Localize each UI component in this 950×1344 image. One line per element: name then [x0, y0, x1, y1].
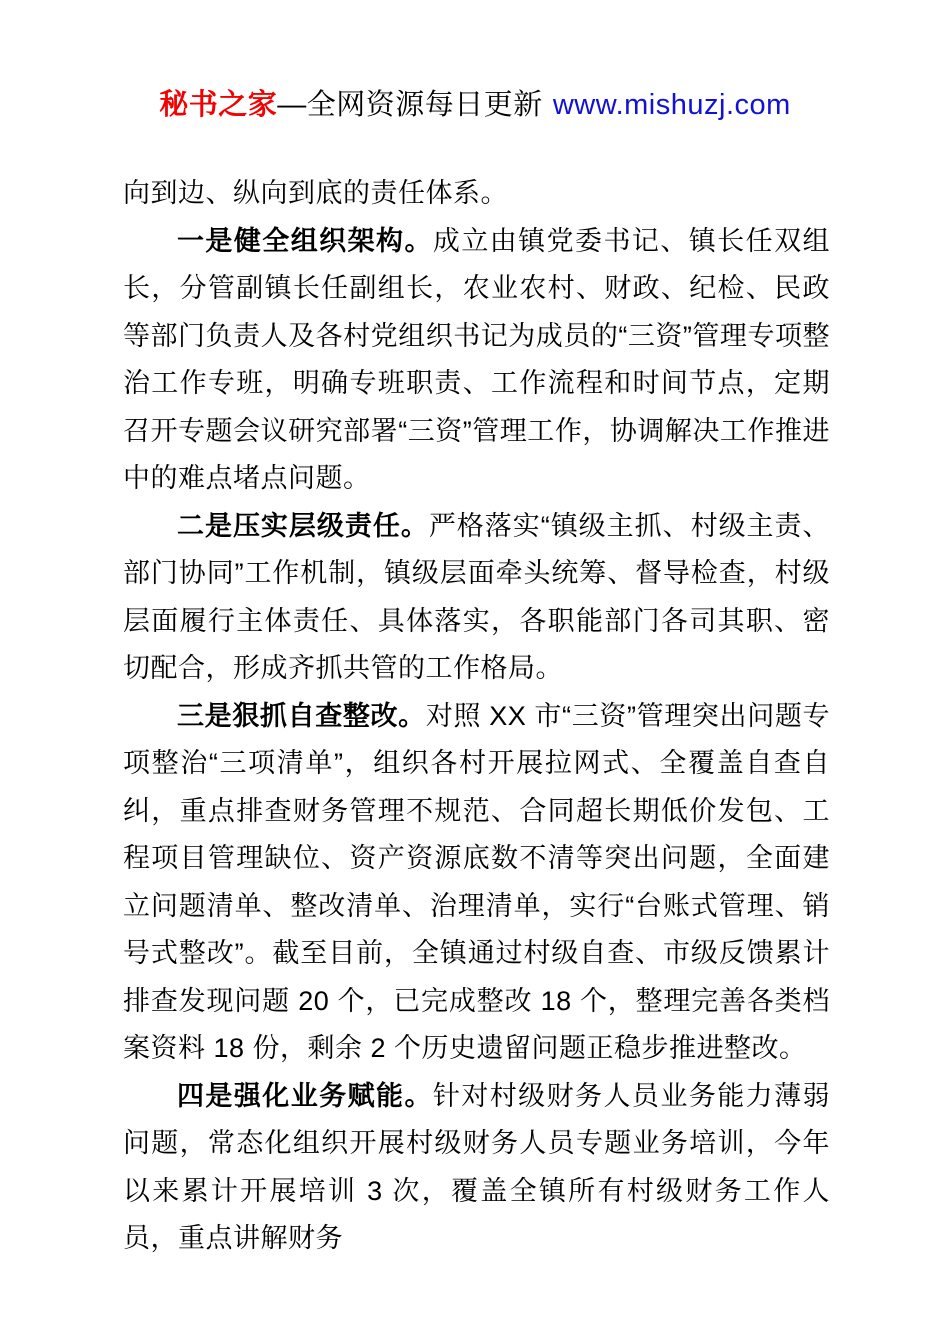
- site-url-link[interactable]: www.mishuzj.com: [552, 89, 791, 121]
- paragraph-text: 针对村级财务人员业务能力薄弱问题，常态化组织开展村级财务人员专题业务培训，今年以来累计开展培训 3 次，覆盖全镇所有村级财务工作人员，重点讲解财务: [123, 1080, 831, 1253]
- document-body: [123, 170, 830, 1263]
- paragraph-item-3: [123, 693, 830, 1073]
- paragraph-continuation: [123, 170, 830, 218]
- site-header: [0, 84, 950, 126]
- paragraph-lead: 一是健全组织架构。: [177, 225, 433, 256]
- paragraph-text: 对照 XX 市“三资”管理突出问题专项整治“三项清单”，组织各村开展拉网式、全覆盖自查自纠，重点排查财务管理不规范、合同超长期低价发包、工程项目管理缺位、资产资源底数不清等突出问题，全面建立问题清单、整改清单、治理清单，实行“台账式管理、销号式整改”。截至目前，全镇通过村级自查、市级反馈累计排查发现问题 20 个，已完成整改 18 个，整理完善各类档案资料 18 份，剩余 2 个历史遗留问题正稳步推进整改。: [123, 700, 830, 1063]
- site-name: 秘书之家: [159, 89, 278, 121]
- paragraph-item-2: [123, 503, 830, 693]
- paragraph-text: 严格落实“镇级主抓、村级主责、部门协同”工作机制，镇级层面牵头统筹、督导检查，村级层面履行主体责任、具体落实，各职能部门各司其职、密切配合，形成齐抓共管的工作格局。: [123, 510, 830, 683]
- paragraph-item-1: [123, 218, 830, 503]
- paragraph-item-4: [123, 1073, 830, 1263]
- paragraph-lead: 二是压实层级责任。: [177, 510, 429, 541]
- paragraph-text: 向到边、纵向到底的责任体系。: [123, 178, 508, 208]
- paragraph-text: 成立由镇党委书记、镇长任双组长，分管副镇长任副组长，农业农村、财政、纪检、民政等部门负责人及各村党组织书记为成员的“三资”管理专项整治工作专班，明确专班职责、工作流程和时间节点，定期召开专题会议研究部署“三资”管理工作，协调解决工作推进中的难点堵点问题。: [123, 225, 831, 493]
- header-separator: —: [277, 89, 307, 121]
- paragraph-lead: 四是强化业务赋能。: [177, 1080, 433, 1111]
- header-tagline: 全网资源每日更新: [306, 89, 543, 121]
- paragraph-lead: 三是狠抓自查整改。: [177, 700, 426, 731]
